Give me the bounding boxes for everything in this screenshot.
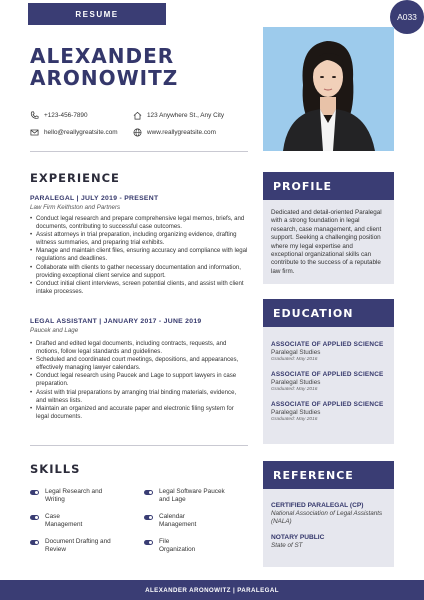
first-name: ALEXANDER: [30, 44, 175, 68]
bullet-item: • Maintain an organized and accurate paper and electronic filing system for legal documents.: [30, 405, 248, 421]
education-degree: ASSOCIATE OF APPLIED SCIENCE: [271, 401, 384, 408]
reference-name: CERTIFIED PARALEGAL (CP): [271, 502, 364, 509]
bullet-item: • Drafted and edited legal documents, including contracts, requests, and motions, follow legal standards and guidelines.: [30, 340, 248, 356]
divider: [30, 151, 248, 152]
email-text: hello@reallygreatsite.com: [44, 129, 118, 136]
education-graduated: Graduated: May 2016: [271, 357, 318, 362]
job-bullets: [30, 215, 248, 296]
last-name: ARONOWITZ: [30, 66, 179, 90]
bullet-item: • Assist attorneys in trial preparation, including organizing evidence, drafting witness summaries, and preparing trial exhibits.: [30, 231, 248, 247]
bullet-item: • Manage and maintain client files, ensuring accuracy and compliance with legal regulations and deadlines.: [30, 247, 248, 263]
toggle-icon: [144, 515, 153, 520]
contact-email: [30, 128, 118, 137]
education-graduated: Graduated: May 2016: [271, 387, 318, 392]
toggle-icon: [144, 490, 153, 495]
profile-panel: [263, 200, 394, 284]
skill-label: File Organization: [159, 538, 196, 553]
mail-icon: [30, 128, 39, 137]
skill-label: Legal Research and Writing: [45, 488, 103, 503]
reference-org: National Association of Legal Assistants (NALA): [271, 510, 383, 525]
address-text: 123 Anywhere St., Any City: [147, 112, 225, 119]
reference-panel: [263, 489, 394, 567]
toggle-icon: [30, 515, 39, 520]
education-item: [271, 341, 386, 362]
contact-address: [133, 111, 224, 120]
toggle-icon: [30, 490, 39, 495]
contact-website: [133, 128, 216, 137]
bullet-item: • Scheduled and coordinated court meetings, depositions, and appearances, effectively managing lawyer calendars.: [30, 356, 248, 372]
job-company: Paucek and Lage: [30, 327, 79, 334]
bullet-item: • Conduct legal research using Paucek and Lage to support lawyers in case preparation.: [30, 372, 248, 388]
bullet-item: • Conduct initial client interviews, screen potential clients, and assist with client intake processes.: [30, 280, 248, 296]
job-company: Law Firm Keithston and Partners: [30, 204, 121, 211]
bullet-item: • Collaborate with clients to gather necessary documentation and information, providing exceptional client service and support.: [30, 264, 248, 280]
reference-name: NOTARY PUBLIC: [271, 534, 325, 541]
skill-item: [144, 538, 204, 554]
education-field: Paralegal Studies: [271, 349, 321, 356]
job-bullets: [30, 340, 248, 421]
reference-org: State of ST: [271, 542, 303, 549]
education-item: [271, 371, 386, 392]
footer-bar: ALEXANDER ARONOWITZ | PARALEGAL: [0, 580, 424, 600]
profile-photo: [263, 27, 394, 151]
contact-phone: [30, 111, 88, 120]
profile-heading: PROFILE: [263, 172, 394, 200]
skill-item: [144, 513, 206, 529]
education-graduated: Graduated: May 2016: [271, 417, 318, 422]
bullet-item: • Conduct legal research and prepare comprehensive legal memos, briefs, and documents, contributing to successful case outcomes.: [30, 215, 248, 231]
skill-label: Case Management: [45, 513, 83, 528]
candidate-name: [30, 45, 250, 89]
job-title: LEGAL ASSISTANT | JANUARY 2017 - JUNE 2019: [30, 318, 202, 325]
portrait-image: [263, 27, 394, 151]
website-text: www.reallygreatsite.com: [147, 129, 216, 136]
reference-item: [271, 502, 386, 526]
experience-heading: EXPERIENCE: [30, 171, 120, 185]
reference-heading: REFERENCE: [263, 461, 394, 489]
education-field: Paralegal Studies: [271, 409, 321, 416]
bullet-item: • Assist with trial preparations by arranging trial binding materials, evidence, and witness lists.: [30, 389, 248, 405]
skill-label: Document Drafting and Review: [45, 538, 111, 553]
skill-label: Calendar Management: [159, 513, 197, 528]
toggle-icon: [144, 540, 153, 545]
code-badge: A033: [390, 0, 424, 34]
divider: [30, 445, 248, 446]
globe-icon: [133, 128, 142, 137]
phone-text: +123-456-7890: [44, 112, 88, 119]
skills-heading: SKILLS: [30, 462, 81, 476]
education-field: Paralegal Studies: [271, 379, 321, 386]
home-icon: [133, 111, 142, 120]
education-heading: EDUCATION: [263, 299, 394, 327]
skill-label: Legal Software Paucek and Lage: [159, 488, 225, 503]
skill-item: [30, 538, 120, 554]
skill-item: [30, 488, 120, 504]
skill-item: [30, 513, 90, 529]
resume-tag: RESUME: [28, 3, 166, 25]
job-title: PARALEGAL | JULY 2019 - PRESENT: [30, 195, 159, 202]
education-item: [271, 401, 386, 422]
reference-item: [271, 534, 386, 550]
phone-icon: [30, 111, 39, 120]
skill-item: [144, 488, 234, 504]
toggle-icon: [30, 540, 39, 545]
education-degree: ASSOCIATE OF APPLIED SCIENCE: [271, 371, 384, 378]
education-panel: [263, 327, 394, 444]
education-degree: ASSOCIATE OF APPLIED SCIENCE: [271, 341, 384, 348]
profile-text: Dedicated and detail-oriented Paralegal with a strong foundation in legal research, case management, and client support. Seeking a challenging position where my legal expertise and exceptional organizational skills can contribute to the success of a reputable law firm.: [271, 209, 382, 275]
